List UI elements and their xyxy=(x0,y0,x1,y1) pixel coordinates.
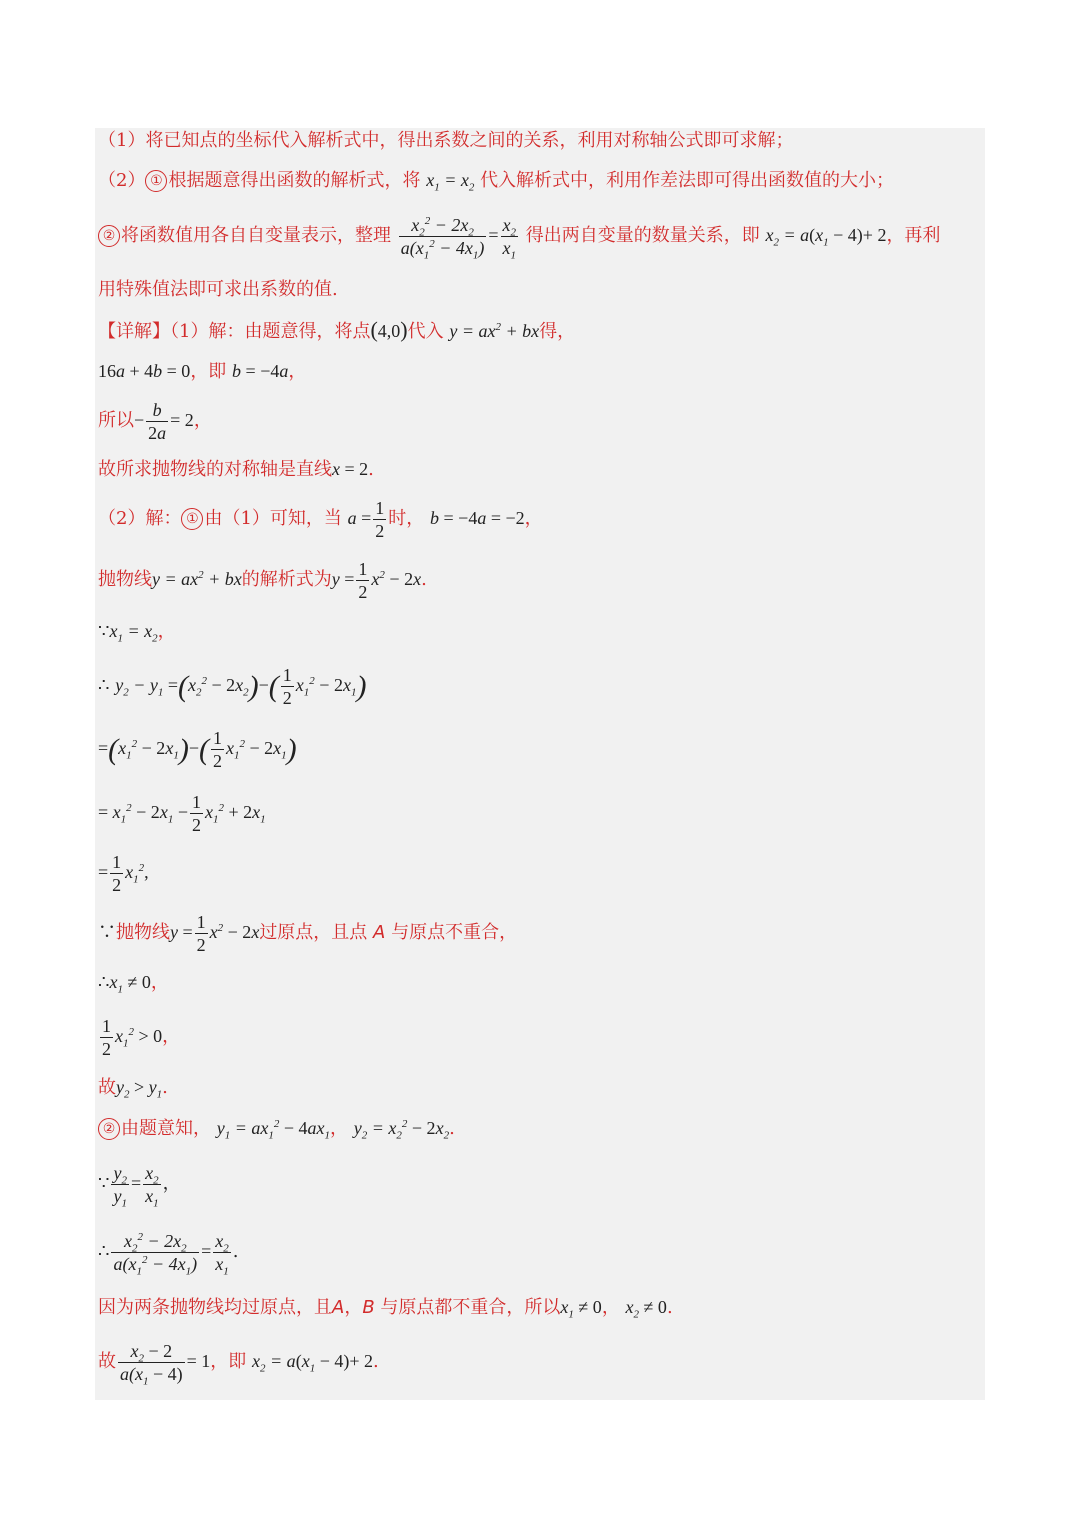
formula: $y = ax^2$ + bx xyxy=(152,569,242,589)
detail-line-19: 故$y_2 > y_1$. xyxy=(98,1077,168,1101)
circled-one: ① xyxy=(181,508,203,530)
formula: y = xyxy=(170,922,193,942)
formula: = $x_1^2 - 2x_1$ − xyxy=(98,802,188,826)
fraction: $\frac{x_2 - 2}{a(x_1 - 4)}$ xyxy=(120,1340,183,1388)
formula: $y_1 = ax_1^2 - 4ax_1$ xyxy=(216,1118,331,1142)
fraction: $\frac{1}{2}$ xyxy=(102,1015,111,1059)
fraction: $\frac{y_2}{y_1}$ xyxy=(113,1162,127,1210)
formula: y = xyxy=(331,569,355,589)
formula: $x_2 \ne 0$ xyxy=(625,1297,667,1321)
formula: $y_2 = x_2^2 - 2x_2$ xyxy=(353,1118,450,1142)
because-symbol: ∵ xyxy=(98,621,110,642)
formula: $y_2 > y_1$ xyxy=(116,1077,163,1101)
analysis-line-2: （2） ① 根据题意得出函数的解析式，将 $x_1 = x_2$ 代入解析式中，利用作差法即可得出函数值的大小； xyxy=(98,170,895,194)
fraction: $\frac{1}{2}$ xyxy=(375,497,385,541)
fraction: $\frac{1}{2}$ xyxy=(191,791,201,835)
fraction: $\frac{x_2}{x_1}$ xyxy=(145,1162,159,1210)
formula: $y_2 - y_1 =(x_2^2 - 2x_2)-$( xyxy=(115,669,279,703)
detail-line-9: （2）解： ① 由（1）可知，当 a = $\frac{1}{2}$ 时， b = −4a = −2， xyxy=(98,497,543,541)
detail-line-5: 【详解】（1）解：由题意得，将点(4,0)代入 $y = ax^2$ + bx得， xyxy=(98,317,576,342)
detail-line-13: $=(x_1^2 - 2x_1)-$( $\frac{1}{2}$ $x_1^2 - 2x_1$) xyxy=(98,727,297,771)
formula: (4,0) xyxy=(370,317,408,342)
circled-two: ② xyxy=(98,225,120,247)
fraction: $\frac{x_2^2 - 2x_2}{a(x_1^2 - 4x_1)}$ xyxy=(113,1230,198,1278)
fraction: $\frac{1}{2}$ xyxy=(196,911,206,955)
detail-line-20: ② 由题意知， $y_1 = ax_1^2 - 4ax_1$， $y_2 = x_2^2 - 2x_2$. xyxy=(98,1116,455,1141)
circled-one: ① xyxy=(145,170,167,192)
fraction: $\frac{x_2^2 - 2x_2}{a(x_1^2 - 4x_1)}$ xyxy=(400,214,485,262)
formula: $x_2 = a(x_1 - 4)+ 2$ xyxy=(765,225,887,249)
detail-line-11: $\because x_1 = x_2$， xyxy=(98,621,176,645)
detail-line-21: ∵ $\frac{y_2}{y_1}$ = $\frac{x_2}{x_1}$ ， xyxy=(98,1162,181,1210)
analysis-line-3: ② 将函数值用各自自变量表示，整理 $\frac{x_2^2 - 2x_2}{a(x_1^2 - 4x_1)}$ = $\frac{x_2}{x_1}$ 得出两自变量的数量关系，即 $x_2 = a(x_1 - 4)+ 2$，再利 xyxy=(98,210,940,261)
formula: $x_1 \ne 0$ xyxy=(109,972,151,996)
detail-line-22: ∴ $\frac{x_2^2 - 2x_2}{a(x_1^2 - 4x_1)}$ = $\frac{x_2}{x_1}$ . xyxy=(98,1230,239,1278)
formula: $x_1 = x_2$ xyxy=(426,170,475,194)
circled-two: ② xyxy=(98,1118,120,1140)
analysis-line-1: （1）将已知点的坐标代入解析式中，得出系数之间的关系，利用对称轴公式即可求解； xyxy=(98,130,794,151)
therefore-symbol: ∴ xyxy=(98,972,110,993)
detail-line-18: $\frac{1}{2}$ $x_1^2 > 0$， xyxy=(102,1015,181,1059)
detail-line-12: ∴ $y_2 - y_1 =(x_2^2 - 2x_2)-$( $\frac{1}{2}$ $x_1^2 - 2x_1$) xyxy=(98,664,367,708)
fraction: $\frac{b}{2a}$ xyxy=(148,399,167,443)
detail-line-7: 所以− $\frac{b}{2a}$ = 2， xyxy=(98,399,212,443)
formula: $x_2 = a(x_1 - 4)+ 2$ xyxy=(252,1351,373,1375)
detail-line-10: 抛物线$y = ax^2$ + bx的解析式为y = $\frac{1}{2}$ $x^2 - 2x$. xyxy=(98,558,427,602)
fraction: $\frac{x_2}{x_1}$ xyxy=(215,1230,229,1278)
analysis-line-4: 用特殊值法即可求出系数的值. xyxy=(98,279,338,300)
detail-line-8: 故所求抛物线的对称轴是直线x = 2. xyxy=(98,459,374,480)
formula: $=(x_1^2 - 2x_1)-$( xyxy=(98,732,209,766)
because-symbol: ∵ xyxy=(98,1173,110,1194)
detail-line-16: ∵抛物线y = $\frac{1}{2}$ $x^2 - 2x$过原点，且点 A 与原点不重合， xyxy=(98,911,518,955)
formula: 16a + 4b = 0 xyxy=(98,361,191,381)
formula: x = 2 xyxy=(332,459,369,479)
formula: b = −4a xyxy=(232,361,289,381)
formula: $y = ax^2$ + bx xyxy=(449,321,540,341)
fraction: $\frac{1}{2}$ xyxy=(282,664,292,708)
because-symbol: ∵ xyxy=(98,922,116,943)
fraction: $\frac{1}{2}$ xyxy=(358,558,368,602)
formula: $x_1 = x_2$ xyxy=(109,621,158,645)
formula: b = −4a = −2 xyxy=(430,508,525,528)
formula: $x_1 \ne 0$ xyxy=(560,1297,602,1321)
fraction: $\frac{1}{2}$ xyxy=(212,727,222,771)
therefore-symbol: ∴ xyxy=(98,1241,110,1262)
formula: a = xyxy=(347,508,372,528)
detail-line-14: = $x_1^2 - 2x_1$ − $\frac{1}{2}$ $x_1^2 + 2x_1$ xyxy=(98,791,266,835)
detail-line-6: 16a + 4b = 0，即 b = −4a， xyxy=(98,361,307,382)
detail-line-15: = $\frac{1}{2}$ $x_1^2$, xyxy=(98,851,149,895)
detail-line-23: 因为两条抛物线均过原点，且A，B 与原点都不重合，所以$x_1 \ne 0$， $x_2 \ne 0$. xyxy=(98,1297,673,1321)
fraction: $\frac{x_2}{x_1}$ xyxy=(502,214,517,262)
therefore-symbol: ∴ xyxy=(98,675,110,696)
detail-line-24: 故 $\frac{x_2 - 2}{a(x_1 - 4)}$ = 1，即 $x_2 = a(x_1 - 4)+ 2$. xyxy=(98,1340,379,1388)
detail-line-17: $\therefore x_1 \ne 0$， xyxy=(98,972,169,996)
fraction: $\frac{1}{2}$ xyxy=(112,851,122,895)
